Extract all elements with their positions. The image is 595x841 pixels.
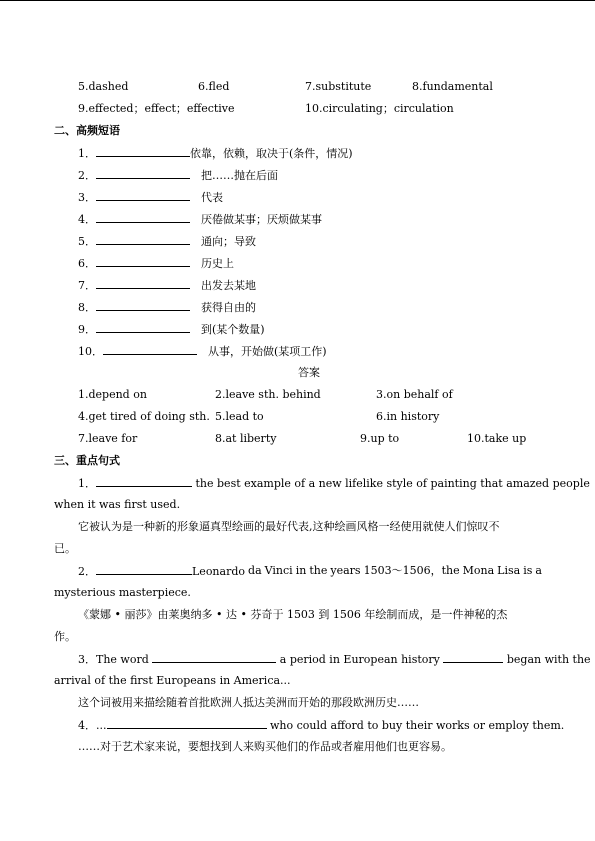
phrase-item: 6． 历史上: [78, 257, 234, 270]
phrase-answer-9: 9.up to: [360, 432, 400, 445]
sentence-3-en-cont: arrival of the first Europeans in America...: [54, 674, 291, 687]
sentence-1-en-cont: when it was first used.: [54, 498, 181, 511]
phrase-answer-3: 3.on behalf of: [376, 388, 453, 401]
section-heading-phrases: 二、高频短语: [54, 124, 120, 137]
sentence-2-cn: 《蒙娜 • 丽莎》由莱奥纳多 • 达 • 芬奇于 1503 到 1506 年绘制而成，是一件神秘的杰: [78, 608, 508, 621]
phrase-item: 7． 出发去某地: [78, 279, 256, 292]
vocab-answer-9: 9.effected；effect；effective: [78, 102, 235, 115]
sentence-1-cn-cont: 已。: [54, 542, 76, 555]
sentence-2-en-cont: mysterious masterpiece.: [54, 586, 191, 599]
phrase-answer-6: 6.in history: [376, 410, 440, 423]
vocab-answer-8: 8.fundamental: [412, 80, 493, 93]
sentence-3-cn: 这个词被用来描绘随着首批欧洲人抵达美洲而开始的那段欧洲历史……: [78, 696, 419, 709]
section-heading-sentences: 三、重点句式: [54, 454, 120, 467]
phrase-answer-10: 10.take up: [467, 432, 527, 445]
sentence-4-en: 4．... who could afford to buy their works or employ them.: [78, 719, 565, 732]
phrase-item: 8． 获得自由的: [78, 301, 256, 314]
phrase-item: 4． 厌倦做某事；厌烦做某事: [78, 213, 322, 226]
phrase-item: 1． 依靠，依赖，取决于(条件，情况): [78, 147, 353, 160]
phrase-answer-2: 2.leave sth. behind: [215, 388, 321, 401]
phrase-answer-8: 8.at liberty: [215, 432, 277, 445]
phrase-answer-4: 4.get tired of doing sth.: [78, 410, 210, 423]
phrase-item: 10． 从事，开始做(某项工作): [78, 345, 327, 358]
phrase-item: 3． 代表: [78, 191, 223, 204]
phrase-answer-5: 5.lead to: [215, 410, 264, 423]
phrase-item: 5． 通向；导致: [78, 235, 256, 248]
sentence-2-en: 2． Leonardo da Vinci in the years 1503～1506，the Mona Lisa is a: [78, 564, 542, 578]
sentence-1-cn: 它被认为是一种新的形象逼真型绘画的最好代表,这种绘画风格一经使用就使人们惊叹不: [78, 520, 500, 533]
sentence-3-en: 3．The word a period in European history began with the: [78, 653, 591, 666]
vocab-answer-7: 7.substitute: [305, 80, 372, 93]
sentence-1-en: 1． the best example of a new lifelike style of painting that amazed people: [78, 477, 590, 490]
vocab-answer-10: 10.circulating；circulation: [305, 102, 454, 115]
phrase-answer-1: 1.depend on: [78, 388, 147, 401]
sentence-4-cn: ……对于艺术家来说，要想找到人来购买他们的作品或者雇用他们也更容易。: [78, 740, 452, 753]
vocab-answer-5: 5.dashed: [78, 80, 129, 93]
phrase-item: 9． 到(某个数量): [78, 323, 265, 336]
vocab-answer-6: 6.fled: [198, 80, 230, 93]
answer-title: 答案: [298, 366, 320, 379]
phrase-item: 2． 把……抛在后面: [78, 169, 278, 182]
sentence-2-cn-cont: 作。: [54, 630, 76, 643]
phrase-answer-7: 7.leave for: [78, 432, 138, 445]
